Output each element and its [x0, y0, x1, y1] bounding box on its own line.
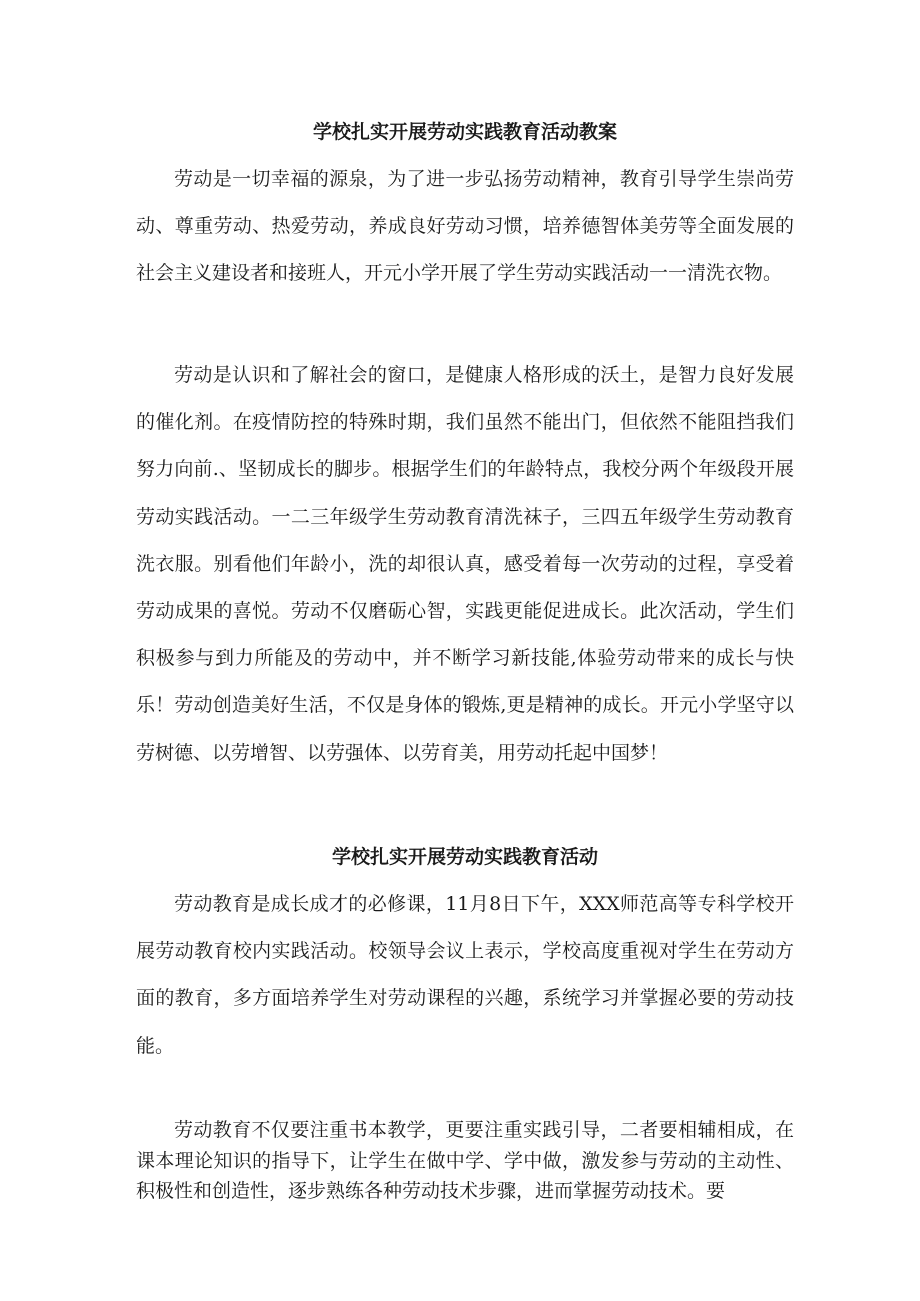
paragraph-section-body: 劳动教育不仅要注重书本教学，更要注重实践引导，二者要相辅相成，在课本理论知识的指导下，让学生在做中学、学中做，激发参与劳动的主动性、积极性和创造性，逐步熟练各种劳动技术步骤，进而掌握劳动技术。要: [136, 1119, 794, 1202]
paragraph-body: 劳动是认识和了解社会的窗口，是健康人格形成的沃土，是智力良好发展的催化剂。在疫情防控的特殊时期，我们虽然不能出门，但依然不能阻挡我们努力向前.、坚韧成长的脚步。根据学生们的年龄特点，我校分两个年级段开展劳动实践活动。一二三年级学生劳动教育清洗袜子，三四五年级学生劳动教育洗衣服。别看他们年龄小，洗的却很认真，感受着每一次劳动的过程，享受着劳动成果的喜悦。劳动不仅磨砺心智，实践更能促进成长。此次活动，学生们积极参与到力所能及的劳动中，并不断学习新技能,体验劳动带来的成长与快乐！劳动创造美好生活，不仅是身体的锻炼,更是精神的成长。开元小学坚守以劳树德、以劳增智、以劳强体、以劳育美，用劳动托起中国梦！: [136, 364, 794, 764]
paragraph-intro: 劳动是一切幸福的源泉，为了进一步弘扬劳动精神，教育引导学生崇尚劳动、尊重劳动、热爱劳动，养成良好劳动习惯，培养德智体美劳等全面发展的社会主义建设者和接班人，开元小学开展了学生劳动实践活动一一清洗衣物。: [136, 168, 794, 285]
document-title: 学校扎实开展劳动实践教育活动教案: [312, 121, 617, 143]
paragraph-section-intro: 劳动教育是成长成才的必修课，11月8日下午，XXX师范高等专科学校开展劳动教育校内实践活动。校领导会议上表示，学校高度重视对学生在劳动方面的教育，多方面培养学生对劳动课程的兴趣，系统学习并掌握必要的劳动技能。: [136, 893, 794, 1057]
section-title: 学校扎实开展劳动实践教育活动: [331, 846, 598, 868]
